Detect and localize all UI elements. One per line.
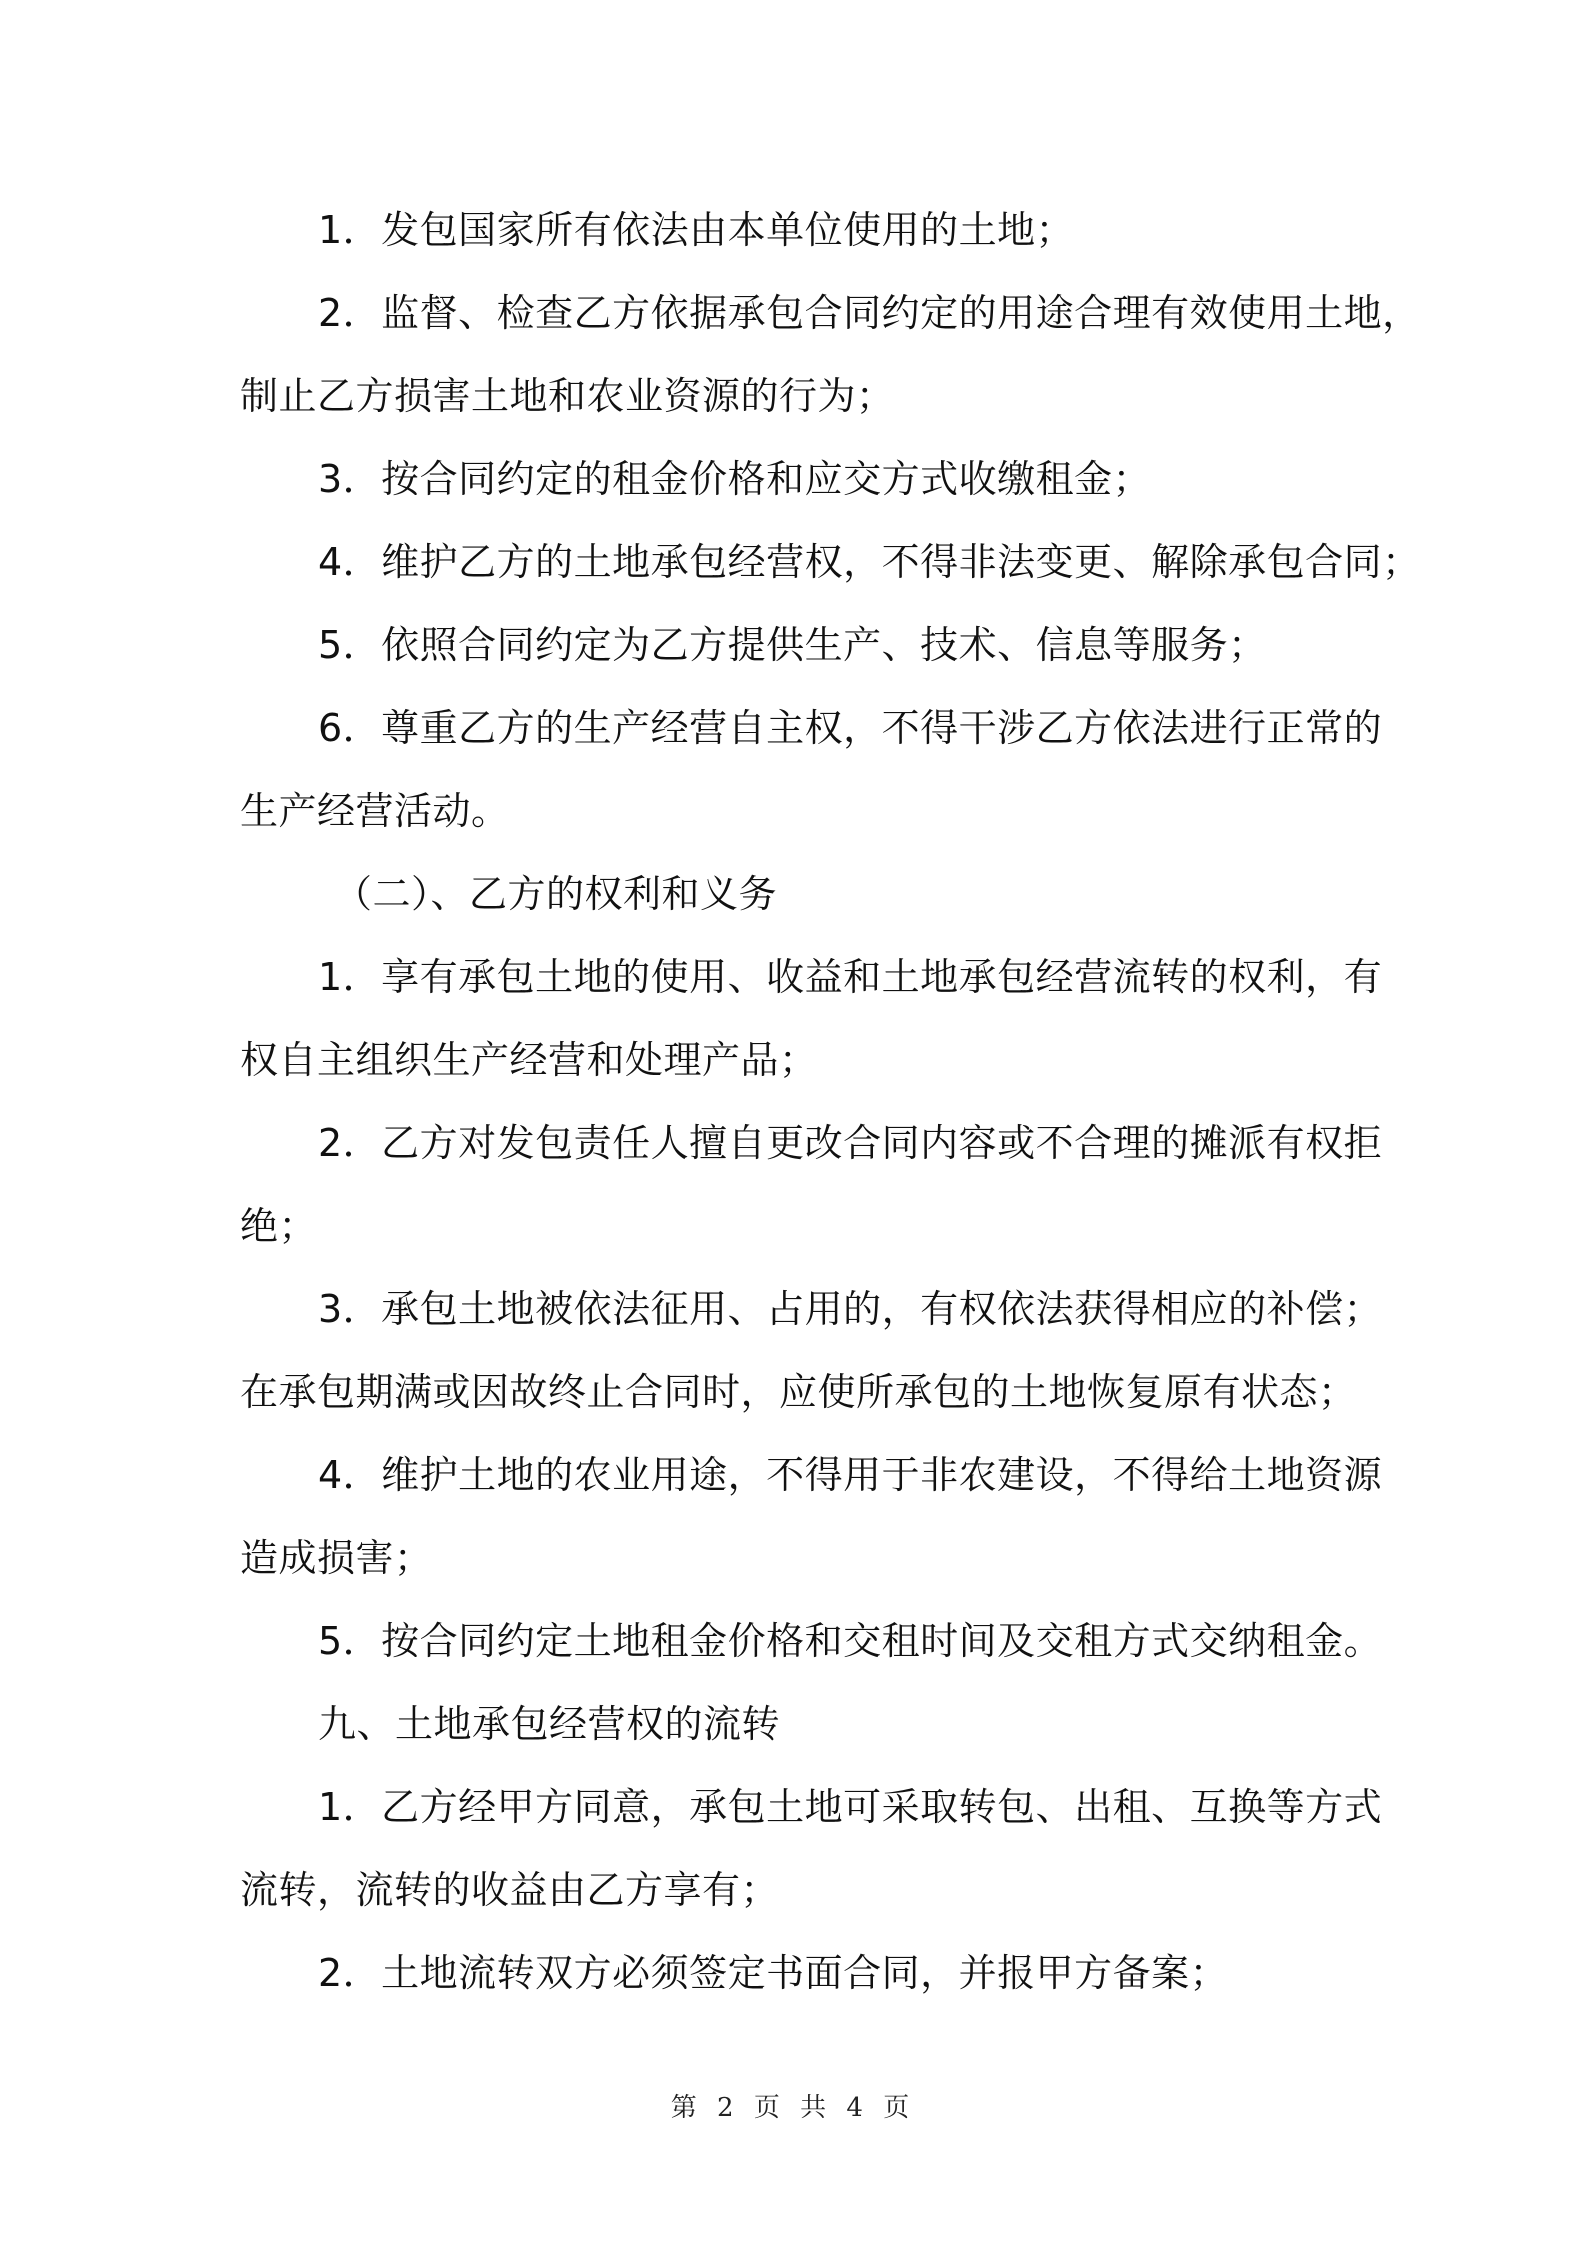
text-line: 5．按合同约定土地租金价格和交租时间及交租方式交纳租金。	[318, 1619, 1383, 1663]
text-line: 1．发包国家所有依法由本单位使用的土地；	[318, 208, 1075, 252]
text-line: 5．依照合同约定为乙方提供生产、技术、信息等服务；	[318, 623, 1267, 667]
text-line: 2．土地流转双方必须签定书面合同，并报甲方备案；	[318, 1951, 1229, 1995]
section-heading: 九、土地承包经营权的流转	[318, 1702, 781, 1746]
section-heading: （二）、乙方的权利和义务	[334, 872, 778, 916]
text-line: 权自主组织生产经营和处理产品；	[240, 1038, 818, 1082]
text-line: 6．尊重乙方的生产经营自主权，不得干涉乙方依法进行正常的	[318, 706, 1383, 750]
text-line: 在承包期满或因故终止合同时，应使所承包的土地恢复原有状态；	[240, 1370, 1357, 1414]
text-line: 3．承包土地被依法征用、占用的，有权依法获得相应的补偿；	[318, 1287, 1383, 1331]
text-line: 1．享有承包土地的使用、收益和土地承包经营流转的权利，有	[318, 955, 1383, 999]
page-footer: 第 2 页 共 4 页	[670, 2093, 916, 2123]
text-line: 3．按合同约定的租金价格和应交方式收缴租金；	[318, 457, 1152, 501]
text-line: 造成损害；	[240, 1536, 433, 1580]
text-line: 4．维护土地的农业用途，不得用于非农建设，不得给土地资源	[318, 1453, 1383, 1497]
text-line: 生产经营活动。	[240, 789, 510, 833]
text-line: 绝；	[240, 1204, 318, 1248]
text-line: 制止乙方损害土地和农业资源的行为；	[240, 374, 895, 418]
text-line: 2．乙方对发包责任人擅自更改合同内容或不合理的摊派有权拒	[318, 1121, 1383, 1165]
text-line: 1．乙方经甲方同意，承包土地可采取转包、出租、互换等方式	[318, 1785, 1383, 1829]
text-line: 流转，流转的收益由乙方享有；	[240, 1868, 780, 1912]
text-line: 4．维护乙方的土地承包经营权，不得非法变更、解除承包合同；	[318, 540, 1421, 584]
text-line: 2．监督、检查乙方依据承包合同约定的用途合理有效使用土地，	[318, 291, 1421, 335]
